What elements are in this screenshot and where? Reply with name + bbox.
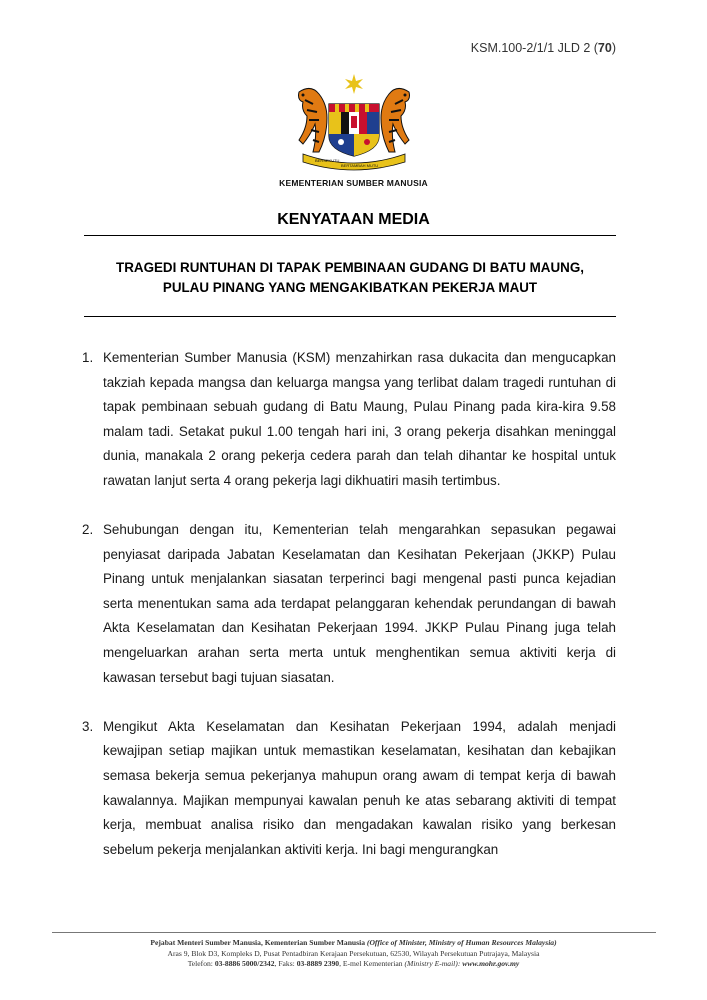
headline-divider: [84, 316, 616, 317]
footer-contact: Telefon: 03-8886 5000/2342, Faks: 03-8889 2390, E-mel Kementerian (Ministry E-mail): www.mohr.gov.my: [187, 959, 520, 969]
paragraph-1: [82, 346, 616, 494]
paragraph-number: 1.: [82, 350, 94, 365]
shield: [329, 104, 379, 156]
footer-divider: [52, 932, 656, 933]
paragraph-3: [82, 715, 616, 863]
headline: [84, 258, 616, 298]
ministry-name: KEMENTERIAN SUMBER MANUSIA: [279, 178, 428, 188]
footer: [0, 938, 707, 970]
paragraph-text: Mengikut Akta Keselamatan dan Kesihatan Pekerjaan 1994, adalah menjadi kewajipan setiap majikan untuk memastikan keselamatan, kesihatan dan kebajikan semasa bekerja semua pekerjanya mahupun orang awam di tempat kerja di bawah kawalannya. Majikan mempunyai kawalan penuh ke atas sebarang aktiviti di tempat kerja, membuat analisa risiko dan mengadakan kawalan risiko yang berkesan sebelum pekerja menjalankan aktiviti kerja. Ini bagi mengurangkan: [103, 718, 616, 857]
coat-of-arms-logo: [289, 74, 419, 174]
svg-text:BERTAMBAH MUTU: BERTAMBAH MUTU: [341, 163, 379, 168]
body-paragraphs: [82, 346, 616, 887]
reference-number: KSM.100-2/1/1 JLD 2 (70): [470, 41, 616, 55]
headline-line-2: PULAU PINANG YANG MENGAKIBATKAN PEKERJA MAUT: [162, 280, 538, 295]
headline-line-1: TRAGEDI RUNTUHAN DI TAPAK PEMBINAAN GUDANG DI BATU MAUNG,: [116, 260, 584, 275]
title-divider: [84, 235, 616, 236]
document-title: KENYATAAN MEDIA: [277, 211, 430, 228]
paragraph-number: 3.: [82, 718, 94, 734]
paragraph-2: [82, 518, 616, 690]
svg-text:BERSEKUTU: BERSEKUTU: [315, 158, 340, 163]
footer-address: Aras 9, Blok D3, Kompleks D, Pusat Pentadbiran Kerajaan Persekutuan, 62530, Wilayah Persekutuan Putrajaya, Malaysia: [167, 948, 540, 958]
paragraph-text: Sehubungan dengan itu, Kementerian telah mengarahkan sepasukan pegawai penyiasat daripada Jabatan Keselamatan dan Kesihatan Pekerjaan (JKKP) Pulau Pinang untuk menjalankan siasatan terperinci bagi mengenal pasti punca kejadian serta menentukan sama ada terdapat pelanggaran kehendak perundangan di bawah Akta Keselamatan dan Kesihatan Pekerjaan 1994. JKKP Pulau Pinang juga telah mengeluarkan arahan serta merta untuk menghentikan semua aktiviti kerja di kawasan tersebut bagi tujuan siasatan.: [103, 522, 616, 685]
paragraph-text: Kementerian Sumber Manusia (KSM) menzahirkan rasa dukacita dan mengucapkan takziah kepada mangsa dan keluarga mangsa yang terlibat dalam tragedi runtuhan di tapak pembinaan sebuah gudang di Batu Maung, Pulau Pinang pada kira-kira 9.58 malam tadi. Setakat pukul 1.00 tengah hari ini, 3 orang pekerja disahkan meninggal dunia, manakala 2 orang pekerja cedera parah dan telah dihantar ke hospital untuk rawatan lanjut serta 4 orang pekerja lagi dikhuatiri masih tertimbus.: [103, 350, 616, 488]
right-tiger: [381, 88, 410, 152]
left-tiger: [299, 88, 328, 152]
paragraph-number: 2.: [82, 522, 94, 538]
footer-office: Pejabat Menteri Sumber Manusia, Kementerian Sumber Manusia (Office of Minister, Ministry of Human Resources Malaysia): [150, 938, 557, 947]
